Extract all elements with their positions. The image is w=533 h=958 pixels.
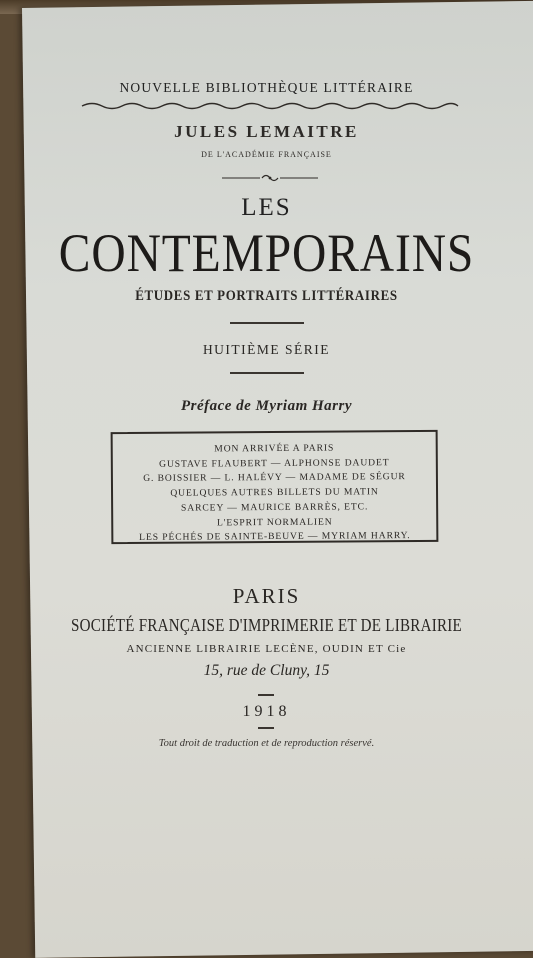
publication-year: 1918 [242,703,291,720]
contents-item: L'ESPRIT NORMALIEN [216,516,333,528]
ornament-divider [220,172,320,184]
preface-credit: Préface de Myriam Harry [180,398,353,414]
series-title: NOUVELLE BIBLIOTHÈQUE LITTÉRAIRE [119,80,414,95]
title-rule [230,322,304,324]
contents-item: QUELQUES AUTRES BILLETS DU MATIN [170,486,379,499]
book-title: CONTEMPORAINS [58,223,475,283]
title-prefix: LES [241,194,292,221]
volume-rule [230,372,304,374]
author-affiliation: DE L'ACADÉMIE FRANÇAISE [201,150,332,159]
contents-item: LES PÉCHÉS DE SAINTE-BEUVE — MYRIAM HARRY. [139,530,411,544]
publisher-former-name: ANCIENNE LIBRAIRIE LECÈNE, OUDIN ET Cie [126,643,407,655]
publication-city: PARIS [232,584,301,608]
book-subtitle: ÉTUDES ET PORTRAITS LITTÉRAIRES [135,288,398,304]
wavy-rule [80,100,460,112]
contents-item: SARCEY — MAURICE BARRÈS, ETC. [180,501,369,514]
publisher-address: 15, rue de Cluny, 15 [203,662,330,679]
contents-box [111,430,439,544]
contents-item: GUSTAVE FLAUBERT — ALPHONSE DAUDET [159,456,390,470]
year-rule-bottom [258,727,274,729]
volume-label: HUITIÈME SÉRIE [202,342,331,357]
year-rule-top [258,694,274,696]
publisher-name: SOCIÉTÉ FRANÇAISE D'IMPRIMERIE ET DE LIBRAIRIE [71,615,462,635]
contents-item: MON ARRIVÉE A PARIS [214,442,335,455]
rights-notice: Tout droit de traduction et de reproduction réservé. [158,738,375,749]
contents-list [113,432,437,546]
author-name: JULES LEMAITRE [174,122,359,141]
contents-item: G. BOISSIER — L. HALÉVY — MADAME DE SÉGUR [143,471,406,485]
